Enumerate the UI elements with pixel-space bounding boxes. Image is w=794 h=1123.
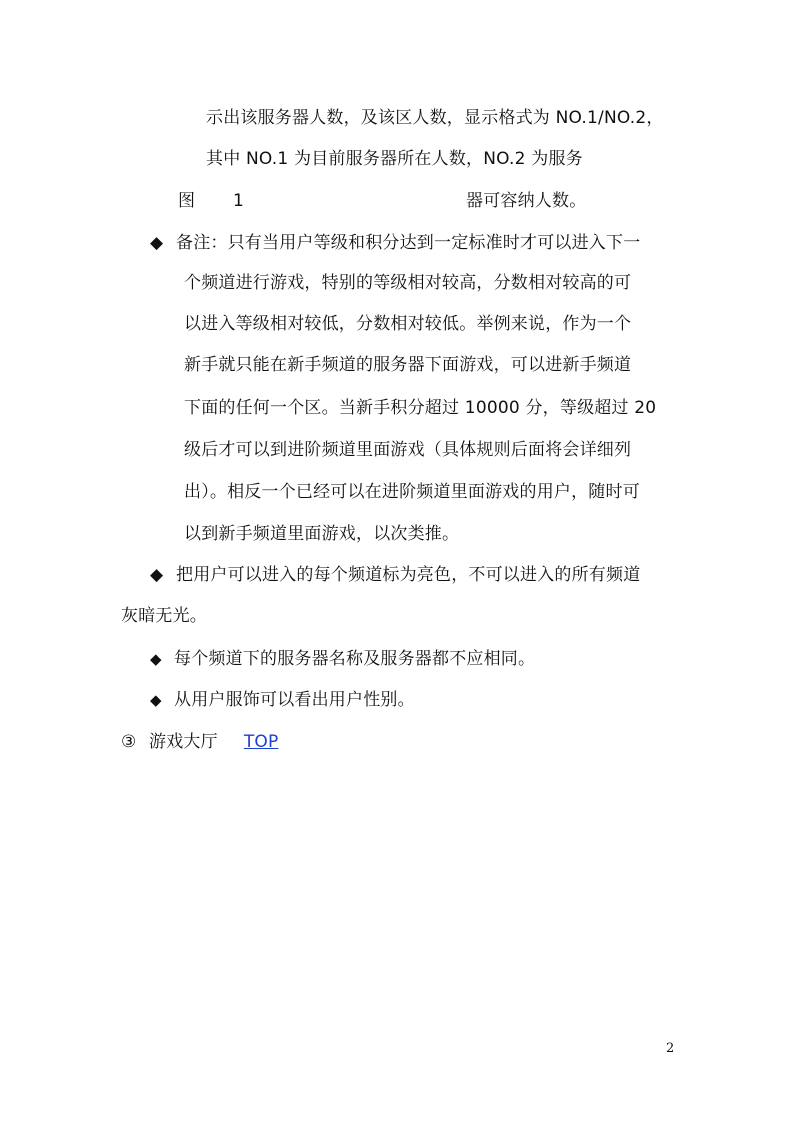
highlight-rule-line-2: 灰暗无光。 — [121, 606, 207, 626]
highlight-rule-line-1: 把用户可以进入的每个频道标为亮色，不可以进入的所有频道 — [176, 565, 641, 585]
figure-text-line-2: 其中 NO.1 为目前服务器所在人数，NO.2 为服务 — [206, 149, 583, 169]
top-link[interactable]: TOP — [243, 732, 279, 752]
note-line: 出）。相反一个已经可以在进阶频道里面游戏的用户，随时可 — [184, 482, 640, 502]
note-paragraph — [150, 232, 640, 254]
figure-caption-number: 1 — [233, 191, 245, 211]
note-line: 以到新手频道里面游戏，以次类推。 — [184, 524, 460, 544]
gender-rule-text: 从用户服饰可以看出用户性别。 — [174, 690, 415, 710]
diamond-bullet-icon: ◆ — [150, 650, 162, 668]
figure-text-line-1: 示出该服务器人数，及该区人数，显示格式为 NO.1/NO.2， — [206, 108, 664, 128]
figure-text-line-3: 器可容纳人数。 — [466, 191, 587, 211]
diamond-bullet-icon: ◆ — [150, 233, 164, 253]
section-title: 游戏大厅 — [149, 732, 218, 752]
figure-caption-label: 图 — [178, 191, 196, 211]
note-line: 级后才可以到进阶频道里面游戏（具体规则后面将会详细列 — [184, 440, 632, 460]
diamond-bullet-icon: ◆ — [150, 691, 162, 709]
note-line: 下面的任何一个区。当新手积分超过 10000 分，等级超过 20 — [184, 398, 657, 418]
diamond-bullet-icon: ◆ — [150, 565, 164, 585]
note-line: 备注：只有当用户等级和积分达到一定标准时才可以进入下一 — [176, 233, 641, 253]
section-heading — [121, 731, 278, 753]
server-name-rule — [150, 648, 535, 670]
server-name-rule-text: 每个频道下的服务器名称及服务器都不应相同。 — [174, 649, 536, 669]
note-line: 以进入等级相对较低，分数相对较低。举例来说，作为一个 — [184, 314, 632, 334]
note-line: 新手就只能在新手频道的服务器下面游戏，可以进新手频道 — [184, 355, 632, 375]
gender-rule — [150, 689, 415, 711]
section-number: ③ — [121, 732, 137, 752]
highlight-rule — [150, 564, 640, 586]
note-line: 个频道进行游戏，特别的等级相对较高，分数相对较高的可 — [184, 273, 632, 293]
page-number: 2 — [666, 1041, 675, 1056]
